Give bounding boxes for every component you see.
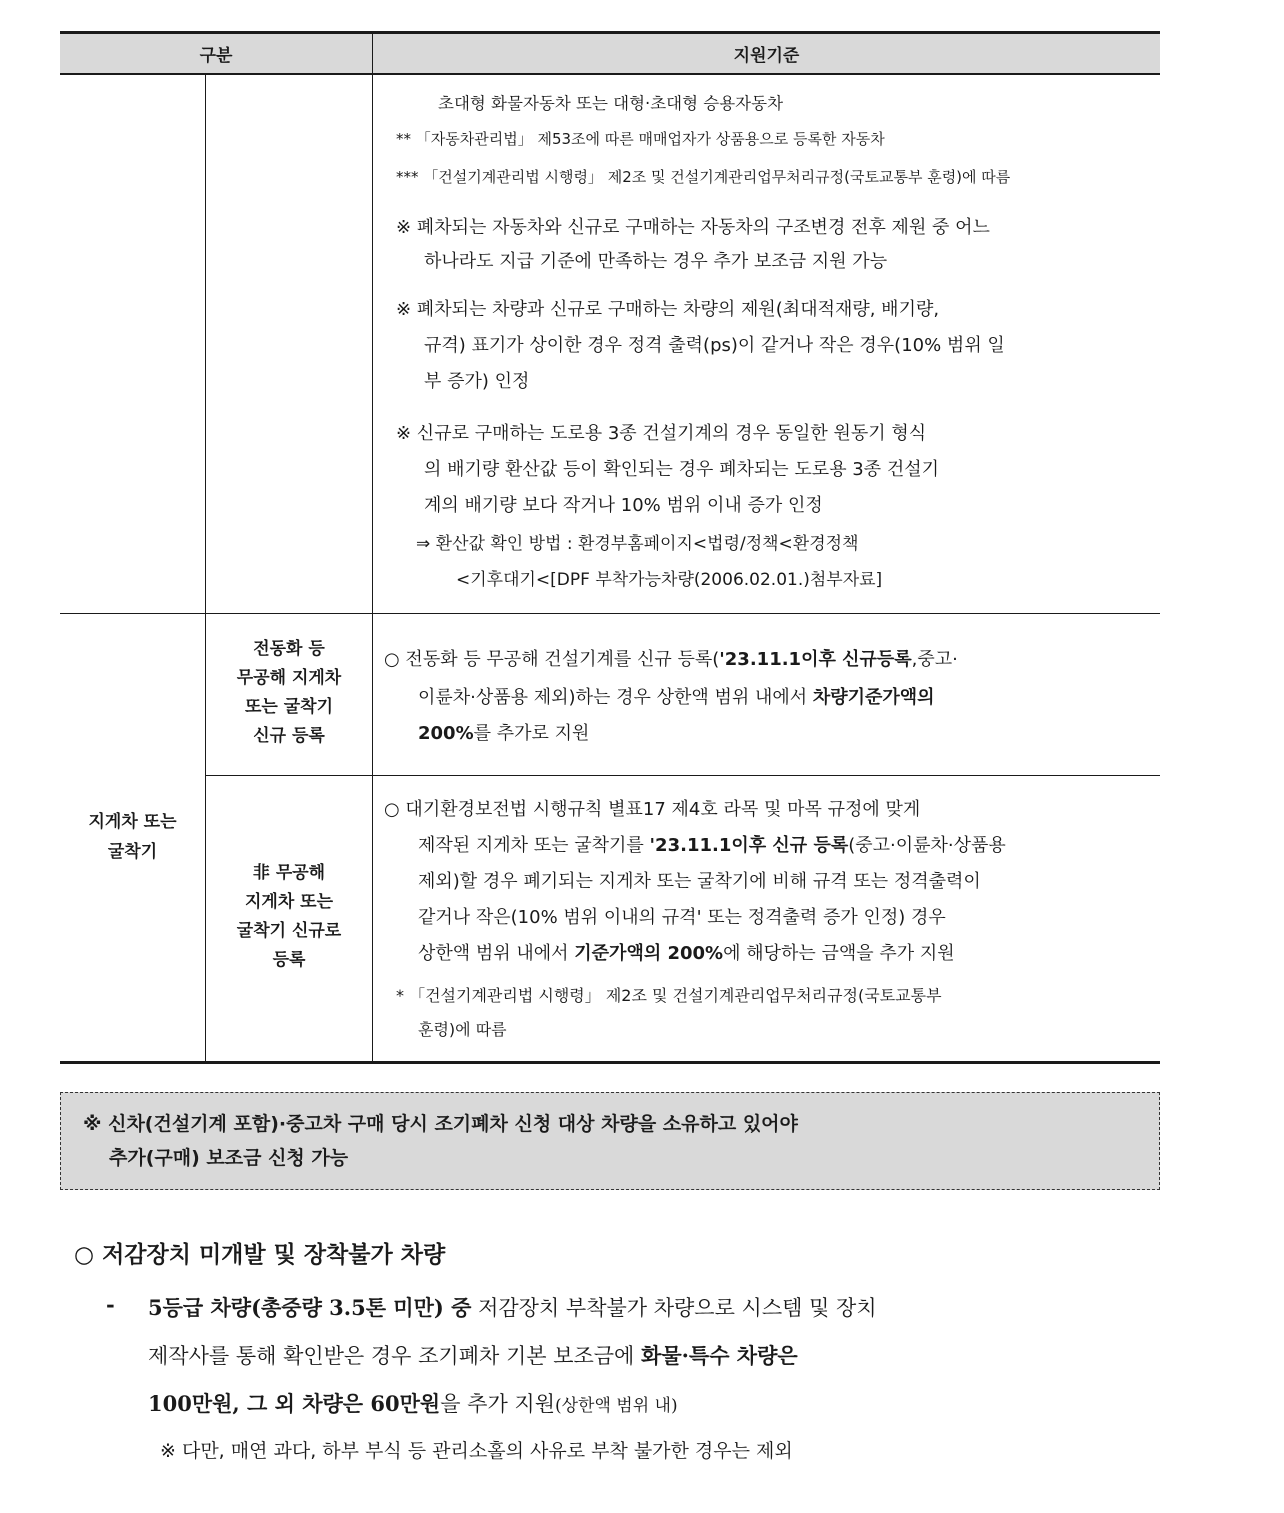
row1-text-1a: ○ 전동화 등 무공해 건설기계를 신규 등록( xyxy=(384,649,720,670)
eligibility-note-box xyxy=(60,1092,1160,1190)
row1-text-3b: 를 추가로 지원 xyxy=(473,723,590,744)
header-criteria: 지원기준 xyxy=(372,34,1160,73)
row1-line-1 xyxy=(384,643,958,677)
row-divider-2 xyxy=(205,775,1160,776)
row2-label-1: 非 무공해 xyxy=(252,863,326,883)
row2-label-2: 지게차 또는 xyxy=(244,892,334,912)
row2-line-5 xyxy=(418,937,955,971)
row-divider-1 xyxy=(60,613,1160,614)
row1-label-1: 전동화 등 xyxy=(253,639,325,659)
group-label-line-1: 지게차 또는 xyxy=(88,812,177,832)
section-title: ○ 저감장치 미개발 및 장착불가 차량 xyxy=(74,1241,446,1268)
row2-text-2b: '23.11.1이후 신규 등록 xyxy=(649,835,849,856)
top-line-1: 초대형 화물자동차 또는 대형·초대형 승용자동차 xyxy=(438,94,784,113)
section-paragraph-line-2 xyxy=(148,1340,798,1370)
row2-line-4: 같거나 작은(10% 범위 이내의 규격' 또는 정격출력 증가 인정) 경우 xyxy=(418,907,946,928)
note-3-a: ※ 신규로 구매하는 도로용 3종 건설기계의 경우 동일한 원동기 형식 xyxy=(396,423,927,444)
eligibility-note-text xyxy=(83,1107,798,1175)
note-3-c: 계의 배기량 보다 작거나 10% 범위 이내 증가 인정 xyxy=(424,495,823,516)
row-label-zero-emission xyxy=(206,635,372,751)
group-label-line-2: 굴착기 xyxy=(107,842,158,862)
row1-text-1c: ,중고· xyxy=(911,649,958,670)
row2-text-2c: (중고·이륜차·상품용 xyxy=(848,835,1006,856)
col-divider-main xyxy=(372,75,373,1063)
row1-text-1b: '23.11.1이후 신규등록 xyxy=(719,649,912,670)
row2-label-3: 굴착기 신규로 xyxy=(236,921,342,941)
note-1-b: 하나라도 지급 기준에 만족하는 경우 추가 보조금 지원 가능 xyxy=(424,251,888,272)
section-p3-bold: 100만원, 그 외 차량은 60만원 xyxy=(148,1391,441,1416)
header-category: 구분 xyxy=(199,46,233,66)
top-footnote-2: ** 「자동차관리법」 제53조에 따른 매매업자가 상품용으로 등록한 자동차 xyxy=(396,130,885,148)
conversion-method-b: <기후대기<[DPF 부착가능차량(2006.02.01.)첨부자료] xyxy=(456,570,883,590)
row1-line-3 xyxy=(418,717,589,751)
row2-text-5b: 기준가액의 200% xyxy=(574,943,724,964)
section-dash: - xyxy=(106,1292,115,1317)
section-remark: ※ 다만, 매연 과다, 하부 부식 등 관리소홀의 사유로 부착 불가한 경우는 제외 xyxy=(160,1440,793,1462)
row-label-non-zero-emission xyxy=(206,859,372,975)
row2-line-2 xyxy=(418,829,1006,863)
section-p1-bold: 5등급 차량(총중량 3.5톤 미만) 중 xyxy=(148,1295,472,1320)
section-p2-text: 제작사를 통해 확인받은 경우 조기폐차 기본 보조금에 xyxy=(148,1344,642,1368)
section-paragraph-line-3 xyxy=(148,1388,678,1418)
row2-label-4: 등록 xyxy=(272,950,306,970)
row1-label-3: 또는 굴착기 xyxy=(244,697,334,717)
note-2-a: ※ 폐차되는 차량과 신규로 구매하는 차량의 제원(최대적재량, 배기량, xyxy=(396,299,940,320)
row2-text-2a: 제작된 지게차 또는 굴착기를 xyxy=(418,835,650,856)
row1-text-2a: 이륜차·상품용 제외)하는 경우 상한액 범위 내에서 xyxy=(418,687,813,708)
row2-footnote-b: 훈령)에 따름 xyxy=(418,1020,507,1039)
section-paragraph-line-1 xyxy=(148,1292,877,1322)
row1-text-3a: 200% xyxy=(418,723,474,744)
row1-text-2b: 차량기준가액의 xyxy=(812,687,935,708)
table-header xyxy=(60,31,1160,75)
row2-footnote-a: * 「건설기계관리법 시행령」 제2조 및 건설기계관리업무처리규정(국토교통부 xyxy=(396,986,942,1005)
row1-line-2 xyxy=(418,681,935,715)
note-box-line-1: ※ 신차(건설기계 포함)·중고차 구매 당시 조기폐차 신청 대상 차량을 소유하고 있어야 xyxy=(83,1113,798,1135)
conversion-method-a: ⇒ 환산값 확인 방법 : 환경부홈페이지<법령/정책<환경정책 xyxy=(416,534,859,554)
row2-text-5a: 상한액 범위 내에서 xyxy=(418,943,575,964)
section-p3-paren: (상한액 범위 내) xyxy=(554,1396,678,1416)
section-p1-text: 저감장치 부착불가 차량으로 시스템 및 장치 xyxy=(471,1296,877,1320)
row2-line-3: 제외)할 경우 폐기되는 지게차 또는 굴착기에 비해 규격 또는 정격출력이 xyxy=(418,871,981,892)
note-box-line-2: 추가(구매) 보조금 신청 가능 xyxy=(109,1147,349,1169)
row2-line-1: ○ 대기환경보전법 시행규칙 별표17 제4호 라목 및 마목 규정에 맞게 xyxy=(384,799,921,820)
group-label xyxy=(60,807,205,867)
note-3-b: 의 배기량 환산값 등이 확인되는 경우 폐차되는 도로용 3종 건설기 xyxy=(424,459,940,480)
section-p2-bold: 화물·특수 차량은 xyxy=(641,1343,798,1368)
row2-text-5c: 에 해당하는 금액을 추가 지원 xyxy=(723,943,955,964)
note-2-c: 부 증가) 인정 xyxy=(424,371,530,392)
row1-label-4: 신규 등록 xyxy=(253,726,325,746)
table-bottom-border xyxy=(60,1061,1160,1064)
section-p3-text: 을 추가 지원 xyxy=(440,1392,555,1416)
top-footnote-3: *** 「건설기계관리법 시행령」 제2조 및 건설기계관리업무처리규정(국토교통부 훈령)에 따름 xyxy=(396,168,1011,186)
row1-label-2: 무공해 지게차 xyxy=(236,668,342,688)
note-1-a: ※ 폐차되는 자동차와 신규로 구매하는 자동차의 구조변경 전후 제원 중 어느 xyxy=(396,217,990,238)
note-2-b: 규격) 표기가 상이한 경우 정격 출력(ps)이 같거나 작은 경우(10% 범위 일 xyxy=(424,335,1005,356)
